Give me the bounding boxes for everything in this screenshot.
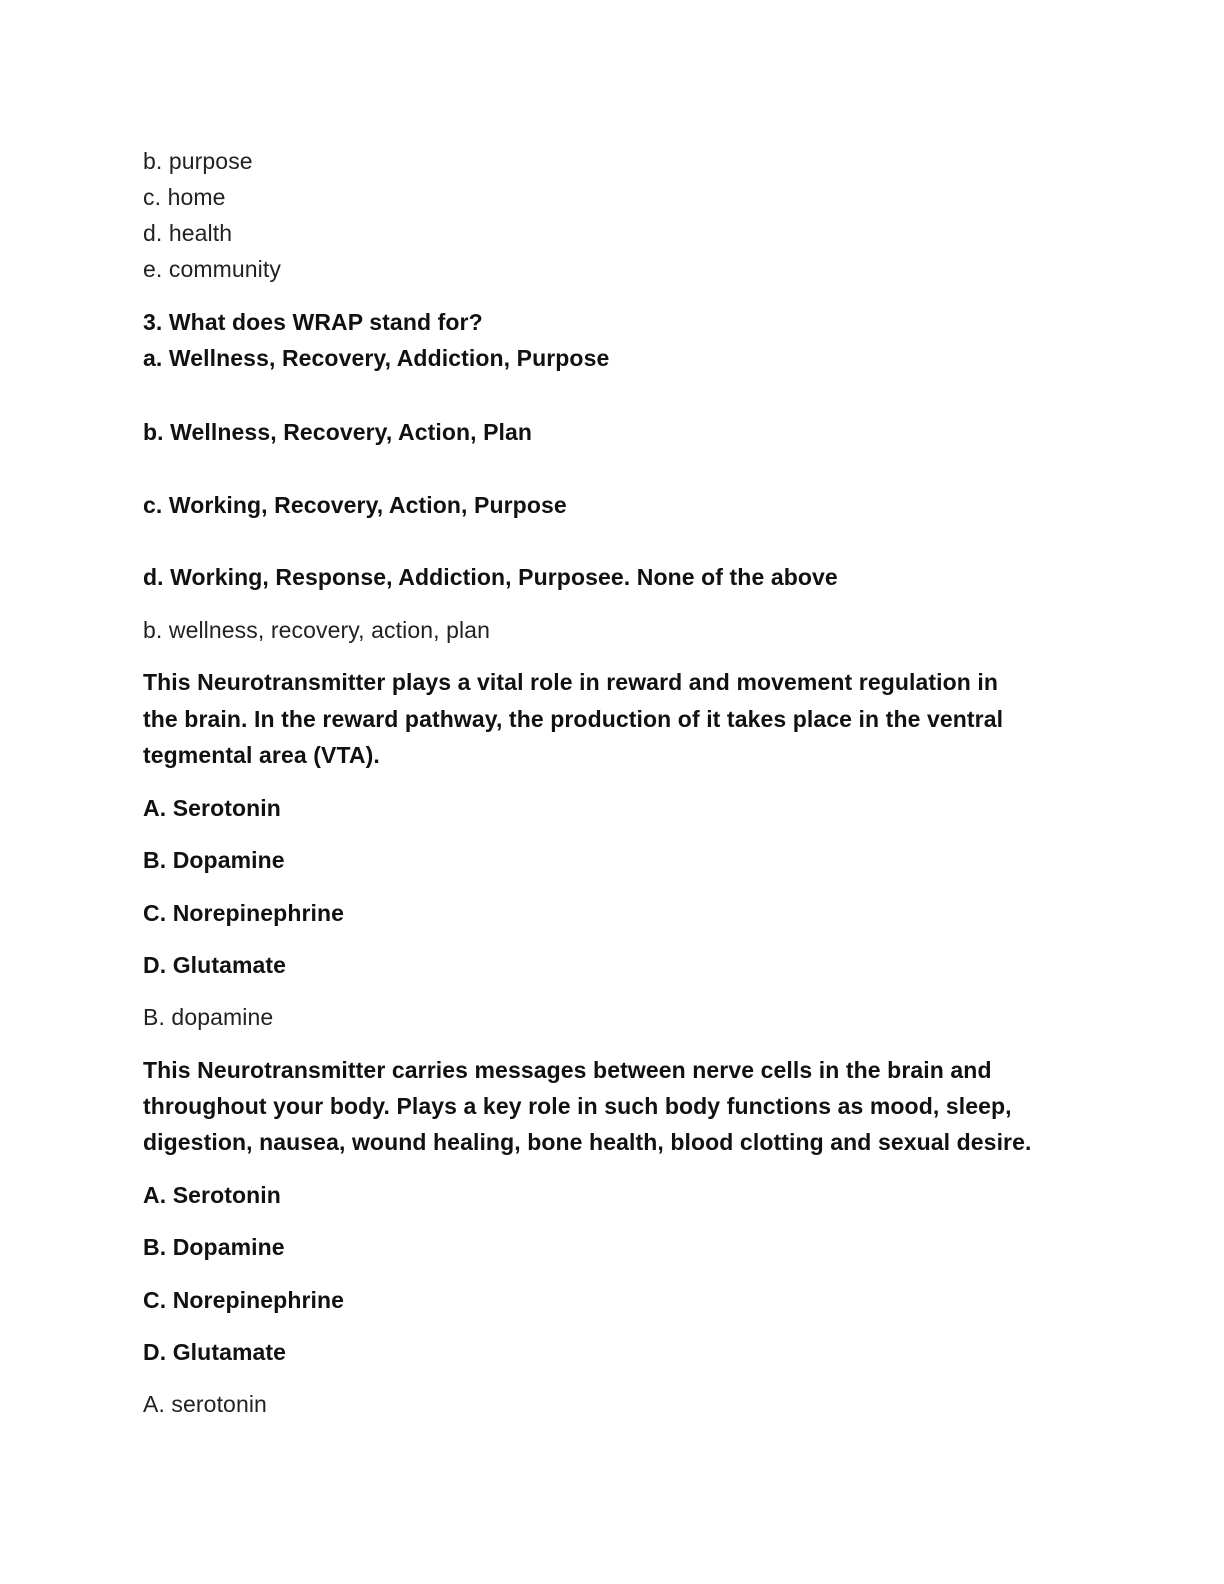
- q2-option-b: b. purpose: [143, 148, 253, 174]
- q2-option-d: d. health: [143, 220, 233, 246]
- q5-question-line-3: digestion, nausea, wound healing, bone health, blood clotting and sexual desire.: [143, 1129, 1032, 1155]
- q4-option-a: A. Serotonin: [143, 795, 281, 821]
- q5-option-c: C. Norepinephrine: [143, 1287, 345, 1313]
- q5-option-a: A. Serotonin: [143, 1182, 281, 1208]
- q2-option-c: c. home: [143, 184, 226, 210]
- q5-option-b: B. Dopamine: [143, 1234, 285, 1260]
- q3-option-c: c. Working, Recovery, Action, Purpose: [143, 492, 567, 518]
- q4-answer: B. dopamine: [143, 1004, 274, 1030]
- q4-question-line-2: the brain. In the reward pathway, the production of it takes place in the ventral: [143, 706, 1004, 732]
- q3-option-d: d. Working, Response, Addiction, Purposee. None of the above: [143, 564, 838, 590]
- q4-option-c: C. Norepinephrine: [143, 900, 345, 926]
- q3-option-a: a. Wellness, Recovery, Addiction, Purpose: [143, 345, 610, 371]
- q2-option-e: e. community: [143, 256, 281, 282]
- q3-question: 3. What does WRAP stand for?: [143, 309, 483, 335]
- q4-option-b: B. Dopamine: [143, 847, 285, 873]
- q5-option-d: D. Glutamate: [143, 1339, 287, 1365]
- q5-question-line-1: This Neurotransmitter carries messages between nerve cells in the brain and: [143, 1057, 992, 1083]
- q5-answer: A. serotonin: [143, 1391, 267, 1417]
- q4-question-line-1: This Neurotransmitter plays a vital role in reward and movement regulation in: [143, 669, 999, 695]
- q3-option-b: b. Wellness, Recovery, Action, Plan: [143, 419, 533, 445]
- q3-answer: b. wellness, recovery, action, plan: [143, 617, 490, 643]
- q5-question-line-2: throughout your body. Plays a key role in such body functions as mood, sleep,: [143, 1093, 1012, 1119]
- q4-question-line-3: tegmental area (VTA).: [143, 742, 380, 768]
- q4-option-d: D. Glutamate: [143, 952, 287, 978]
